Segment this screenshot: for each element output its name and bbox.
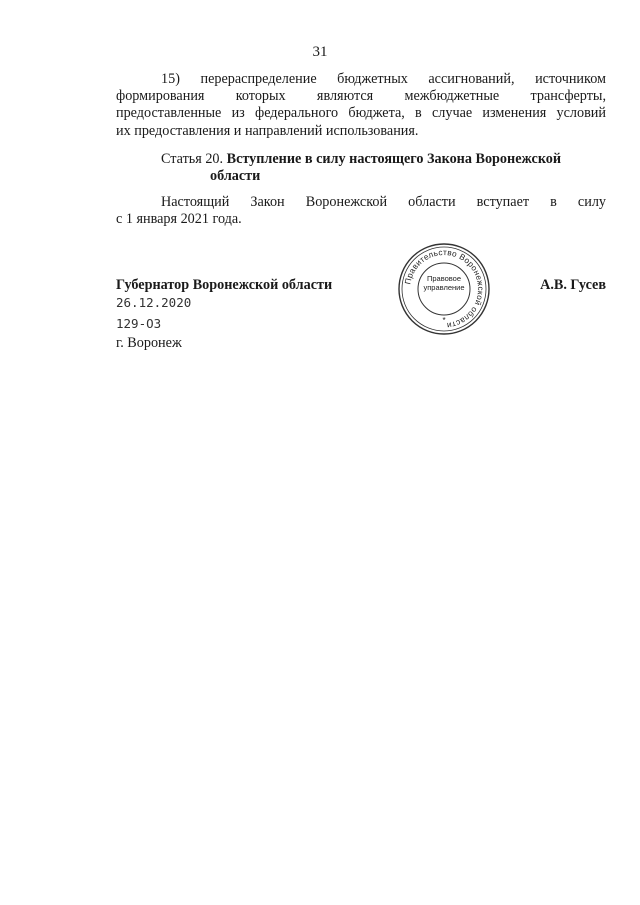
official-stamp [396, 241, 492, 337]
entry-into-force-line: Настоящий Закон Воронежской области вступает в силу [161, 194, 606, 210]
stamp-ring-text: Правительство Воронежской области [403, 247, 486, 330]
article-title-continued: области [210, 168, 261, 185]
item-15-line: 15) перераспределение бюджетных ассигнований, источником [161, 71, 606, 87]
signing-place: г. Воронеж [116, 335, 182, 351]
item-15-line: формирования которых являются межбюджетные трансферты, [116, 88, 606, 105]
stamp-star: * [442, 316, 446, 325]
item-15-paragraph [116, 71, 606, 140]
item-15-line: предоставленные из федерального бюджета, в случае изменения условий [116, 105, 606, 122]
page-number: 31 [312, 44, 328, 60]
article-number: Статья 20. [161, 151, 224, 167]
entry-into-force-paragraph [116, 194, 606, 228]
article-heading [161, 151, 611, 185]
stamp-center-line: Правовое [426, 274, 462, 283]
law-number: 129-ОЗ [116, 316, 162, 331]
entry-into-force-line: с 1 января 2021 года. [116, 211, 242, 228]
stamp-center-text [422, 274, 466, 292]
signatory-name: А.В. Гусев [540, 277, 606, 293]
signing-date: 26.12.2020 [116, 295, 192, 310]
signatory-title: Губернатор Воронежской области [116, 277, 333, 293]
item-15-line: их предоставления и направлений использования. [116, 122, 419, 139]
article-title: Вступление в силу настоящего Закона Воронежской [226, 151, 562, 167]
stamp-center-line: управление [423, 283, 465, 292]
